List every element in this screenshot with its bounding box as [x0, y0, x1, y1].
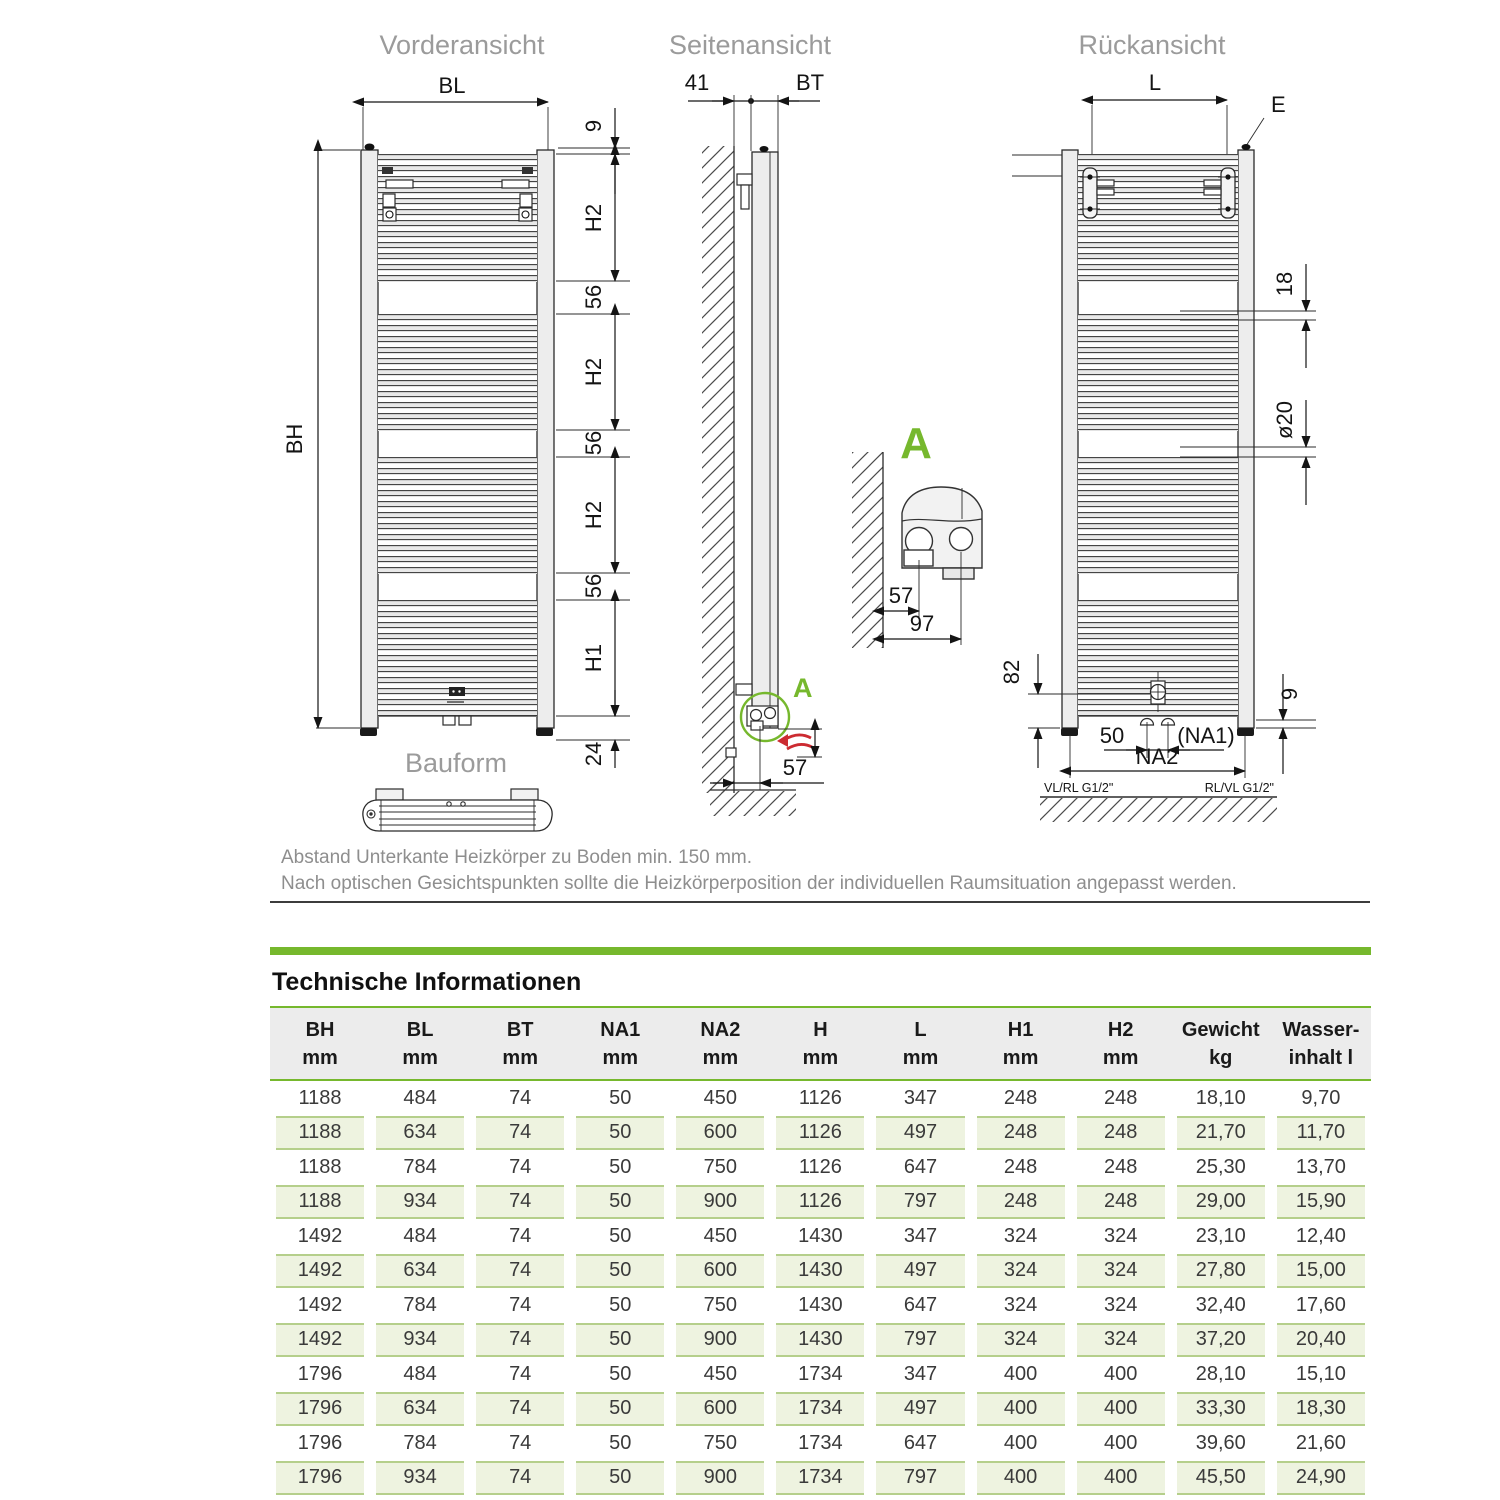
- drain-valve-icon: [449, 687, 465, 696]
- table-cell: 21,60: [1295, 1431, 1346, 1454]
- table-cell: 9,70: [1301, 1086, 1341, 1109]
- spec-table-head: [270, 1007, 1371, 1080]
- table-cell: 324: [1103, 1293, 1138, 1316]
- table-cell: 74: [470, 1323, 570, 1358]
- table-cell: 900: [670, 1461, 770, 1496]
- table-title: Technische Informationen: [272, 968, 582, 996]
- table-row: [270, 1288, 1371, 1323]
- accent-bar: [270, 947, 1371, 955]
- table-cell: 400: [1103, 1362, 1138, 1385]
- table-cell: 13,70: [1295, 1155, 1346, 1178]
- table-row: [270, 1323, 1371, 1358]
- table-cell: 934: [370, 1461, 470, 1496]
- dim-label-h1: H1: [581, 643, 606, 673]
- bauform-view: [363, 748, 552, 831]
- table-cell: 497: [870, 1392, 970, 1427]
- side-view-title: Seitenansicht: [668, 30, 832, 60]
- table-cell: 29,00: [1171, 1185, 1271, 1220]
- table-cell: 484: [403, 1224, 437, 1247]
- column-header: BH mm: [270, 1007, 370, 1080]
- table-cell: 450: [703, 1086, 738, 1109]
- plug-label-e: E: [1271, 92, 1286, 117]
- table-cell: 1126: [798, 1155, 842, 1178]
- foot-icon: [1061, 728, 1078, 736]
- dim-label-bl: BL: [438, 73, 466, 98]
- table-cell: 33,30: [1171, 1392, 1271, 1427]
- wall-hatch: [702, 146, 734, 793]
- table-row: [270, 1080, 1371, 1116]
- table-cell: 50: [570, 1392, 670, 1427]
- spec-table-body: [270, 1080, 1371, 1495]
- table-cell: 1796: [270, 1461, 370, 1496]
- table-cell: 347: [903, 1086, 938, 1109]
- table-cell: 1796: [297, 1362, 343, 1385]
- table-cell: 934: [370, 1185, 470, 1220]
- table-cell: 50: [609, 1293, 632, 1316]
- table-cell: 248: [1003, 1086, 1038, 1109]
- table-cell: 50: [609, 1431, 632, 1454]
- column-header: BT mm: [470, 1007, 570, 1080]
- valve-assembly: [747, 706, 778, 730]
- column-header: H mm: [770, 1007, 870, 1080]
- table-cell: 74: [509, 1086, 532, 1109]
- dim-label-9: 9: [581, 119, 606, 133]
- table-cell: 647: [903, 1431, 938, 1454]
- table-cell: 634: [370, 1116, 470, 1151]
- table-cell: 50: [609, 1362, 632, 1385]
- table-cell: 27,80: [1171, 1254, 1271, 1289]
- table-cell: 324: [971, 1323, 1071, 1358]
- table-cell: 797: [870, 1323, 970, 1358]
- wall-hatch: [852, 452, 883, 648]
- table-cell: 400: [971, 1392, 1071, 1427]
- table-cell: 400: [1003, 1431, 1038, 1454]
- table-cell: 400: [1003, 1362, 1038, 1385]
- table-cell: 900: [670, 1185, 770, 1220]
- column-header: H2 mm: [1071, 1007, 1171, 1080]
- table-cell: 647: [903, 1293, 938, 1316]
- table-cell: 74: [470, 1116, 570, 1151]
- table-cell: 15,90: [1271, 1185, 1371, 1220]
- wall-bracket-side-top: [737, 174, 752, 209]
- table-row: [270, 1461, 1371, 1496]
- table-cell: 21,70: [1171, 1116, 1271, 1151]
- table-cell: 74: [470, 1254, 570, 1289]
- dim-label-bt: BT: [795, 70, 825, 95]
- table-cell: 1126: [770, 1185, 870, 1220]
- table-cell: 248: [1071, 1116, 1171, 1151]
- table-cell: 324: [1071, 1254, 1171, 1289]
- dim-label-h2: H2: [581, 500, 606, 530]
- table-cell: 74: [470, 1461, 570, 1496]
- table-cell: 634: [370, 1392, 470, 1427]
- table-cell: 1188: [270, 1185, 370, 1220]
- table-cell: 1188: [298, 1155, 342, 1178]
- table-cell: 600: [670, 1254, 770, 1289]
- table-cell: 634: [370, 1254, 470, 1289]
- dim-label-24: 24: [581, 741, 606, 767]
- table-cell: 647: [903, 1155, 938, 1178]
- table-cell: 45,50: [1171, 1461, 1271, 1496]
- table-cell: 784: [403, 1293, 437, 1316]
- wall-bracket-side-bottom: [736, 684, 752, 695]
- table-cell: 400: [1071, 1461, 1171, 1496]
- table-cell: 50: [570, 1323, 670, 1358]
- detail-reference-label: A: [793, 673, 813, 703]
- table-cell: 1492: [297, 1293, 343, 1316]
- table-cell: 74: [509, 1155, 532, 1178]
- table-cell: 15,10: [1295, 1362, 1346, 1385]
- connection-label-right: RL/VL G1/2": [1204, 781, 1274, 795]
- table-cell: 1430: [770, 1254, 870, 1289]
- dim-label-56: 56: [581, 573, 606, 599]
- dim-label-9: 9: [1277, 687, 1302, 701]
- table-cell: 1734: [798, 1362, 843, 1385]
- floor-hatch: [710, 791, 796, 816]
- table-cell: 1796: [270, 1392, 370, 1427]
- column-header: H1 mm: [971, 1007, 1071, 1080]
- column-header: NA1 mm: [570, 1007, 670, 1080]
- table-cell: 600: [670, 1116, 770, 1151]
- table-row: [270, 1219, 1371, 1254]
- table-cell: 50: [609, 1086, 632, 1109]
- foot-icon: [536, 728, 553, 736]
- table-cell: 450: [703, 1362, 738, 1385]
- connection-label-left: VL/RL G1/2": [1044, 781, 1114, 795]
- table-cell: 37,20: [1171, 1323, 1271, 1358]
- detail-a: [852, 419, 982, 648]
- table-cell: 784: [403, 1155, 437, 1178]
- table-row: [270, 1357, 1371, 1392]
- column-header: Gewicht kg: [1171, 1007, 1271, 1080]
- table-cell: 50: [570, 1116, 670, 1151]
- table-cell: 600: [670, 1392, 770, 1427]
- detail-a-label: A: [900, 419, 932, 468]
- table-cell: 1430: [798, 1293, 843, 1316]
- table-cell: 50: [570, 1461, 670, 1496]
- dim-label-18: 18: [1272, 271, 1297, 297]
- table-cell: 324: [971, 1254, 1071, 1289]
- table-cell: 1796: [297, 1431, 343, 1454]
- table-cell: 11,70: [1271, 1116, 1371, 1151]
- table-cell: 50: [570, 1254, 670, 1289]
- table-cell: 1188: [298, 1086, 342, 1109]
- section-divider: [270, 901, 1370, 903]
- dim-label-na2: NA2: [1135, 744, 1179, 769]
- plug-cap-icon: [1242, 144, 1251, 150]
- table-row: [270, 1185, 1371, 1220]
- dim-label-bh: BH: [282, 423, 307, 455]
- dim-label-57: 57: [782, 755, 808, 780]
- table-cell: 1734: [798, 1431, 843, 1454]
- table-cell: 50: [609, 1224, 632, 1247]
- footnote-line: Abstand Unterkante Heizkörper zu Boden min. 150 mm.: [281, 847, 753, 868]
- table-cell: 324: [1103, 1224, 1138, 1247]
- column-header: L mm: [870, 1007, 970, 1080]
- column-header: NA2 mm: [670, 1007, 770, 1080]
- header-row: [270, 1007, 1371, 1080]
- dim-label-h2: H2: [581, 203, 606, 233]
- table-cell: 23,10: [1195, 1224, 1246, 1247]
- table-cell: 797: [870, 1461, 970, 1496]
- dim-label-h2: H2: [581, 357, 606, 387]
- footnotes: [281, 845, 1237, 897]
- table-cell: 400: [971, 1461, 1071, 1496]
- foot-icon: [1237, 728, 1254, 736]
- spec-table: [270, 1006, 1371, 1495]
- dim-label-na1: (NA1): [1177, 723, 1235, 748]
- table-cell: 1188: [270, 1116, 370, 1151]
- table-cell: 18,10: [1195, 1086, 1246, 1109]
- table-cell: 248: [1071, 1185, 1171, 1220]
- table-cell: 750: [703, 1431, 738, 1454]
- table-cell: 18,30: [1271, 1392, 1371, 1427]
- table-cell: 1126: [798, 1086, 842, 1109]
- table-cell: 1430: [798, 1224, 843, 1247]
- table-cell: 20,40: [1271, 1323, 1371, 1358]
- table-cell: 74: [509, 1431, 532, 1454]
- dim-label-41: 41: [684, 70, 710, 95]
- bracket-detail: [902, 487, 982, 579]
- table-cell: 15,00: [1271, 1254, 1371, 1289]
- table-cell: 400: [1071, 1392, 1171, 1427]
- side-view: [669, 30, 832, 816]
- dim-label-l: L: [1148, 70, 1162, 95]
- table-cell: 74: [509, 1362, 532, 1385]
- column-header: BL mm: [370, 1007, 470, 1080]
- table-cell: 1492: [270, 1323, 370, 1358]
- table-cell: 24,90: [1271, 1461, 1371, 1496]
- table-row: [270, 1426, 1371, 1461]
- dim-label-82: 82: [999, 659, 1024, 685]
- table-row: [270, 1116, 1371, 1151]
- table-cell: 1126: [770, 1116, 870, 1151]
- table-cell: 74: [470, 1185, 570, 1220]
- table-cell: 28,10: [1195, 1362, 1246, 1385]
- bauform-title: Bauform: [404, 748, 508, 778]
- table-row: [270, 1392, 1371, 1427]
- table-cell: 12,40: [1295, 1224, 1346, 1247]
- rear-view: [999, 30, 1316, 822]
- table-cell: 347: [903, 1362, 938, 1385]
- front-view-title: Vorderansicht: [379, 30, 545, 60]
- table-cell: 1492: [297, 1224, 343, 1247]
- table-cell: 17,60: [1295, 1293, 1346, 1316]
- table-cell: 934: [370, 1323, 470, 1358]
- table-cell: 39,60: [1195, 1431, 1246, 1454]
- technical-info-section: [270, 947, 1371, 1495]
- footnote-line: Nach optischen Gesichtspunkten sollte die Heizkörperposition der individuellen Raumsituation angepasst werden.: [281, 873, 1237, 894]
- table-cell: 347: [903, 1224, 938, 1247]
- dim-label-50: 50: [1099, 723, 1125, 748]
- dim-label-d20: ø20: [1272, 401, 1297, 439]
- front-view: [282, 30, 630, 768]
- table-cell: 248: [971, 1116, 1071, 1151]
- rear-view-title: Rückansicht: [1078, 30, 1226, 60]
- dim-label-57: 57: [888, 583, 914, 608]
- dim-label-56: 56: [581, 284, 606, 310]
- table-row: [270, 1150, 1371, 1185]
- table-cell: 797: [870, 1185, 970, 1220]
- table-cell: 900: [670, 1323, 770, 1358]
- table-cell: 324: [1071, 1323, 1171, 1358]
- table-cell: 1492: [270, 1254, 370, 1289]
- table-cell: 324: [1003, 1224, 1038, 1247]
- dim-label-56: 56: [581, 430, 606, 456]
- table-cell: 248: [1103, 1086, 1138, 1109]
- table-cell: 400: [1103, 1431, 1138, 1454]
- table-cell: 74: [470, 1392, 570, 1427]
- table-cell: 750: [703, 1155, 738, 1178]
- vent-cap-icon: [760, 146, 769, 152]
- vent-cap-icon: [365, 144, 375, 151]
- table-cell: 750: [703, 1293, 738, 1316]
- table-cell: 1734: [770, 1392, 870, 1427]
- table-cell: 484: [403, 1086, 437, 1109]
- dim-label-97: 97: [909, 611, 935, 636]
- table-cell: 1734: [770, 1461, 870, 1496]
- foot-icon: [360, 728, 377, 736]
- table-cell: 784: [403, 1431, 437, 1454]
- table-cell: 324: [1003, 1293, 1038, 1316]
- table-row: [270, 1254, 1371, 1289]
- table-cell: 74: [509, 1293, 532, 1316]
- table-cell: 50: [609, 1155, 632, 1178]
- column-header: Wasser- inhalt l: [1271, 1007, 1371, 1080]
- table-cell: 497: [870, 1254, 970, 1289]
- table-cell: 1430: [770, 1323, 870, 1358]
- table-cell: 248: [1103, 1155, 1138, 1178]
- table-cell: 248: [1003, 1155, 1038, 1178]
- table-cell: 74: [509, 1224, 532, 1247]
- table-cell: 248: [971, 1185, 1071, 1220]
- swivel-arrow-icon: [777, 734, 812, 749]
- table-cell: 50: [570, 1185, 670, 1220]
- table-cell: 25,30: [1195, 1155, 1246, 1178]
- table-cell: 450: [703, 1224, 738, 1247]
- table-cell: 484: [403, 1362, 437, 1385]
- table-cell: 32,40: [1195, 1293, 1246, 1316]
- table-cell: 497: [870, 1116, 970, 1151]
- floor-hatch: [1040, 798, 1277, 822]
